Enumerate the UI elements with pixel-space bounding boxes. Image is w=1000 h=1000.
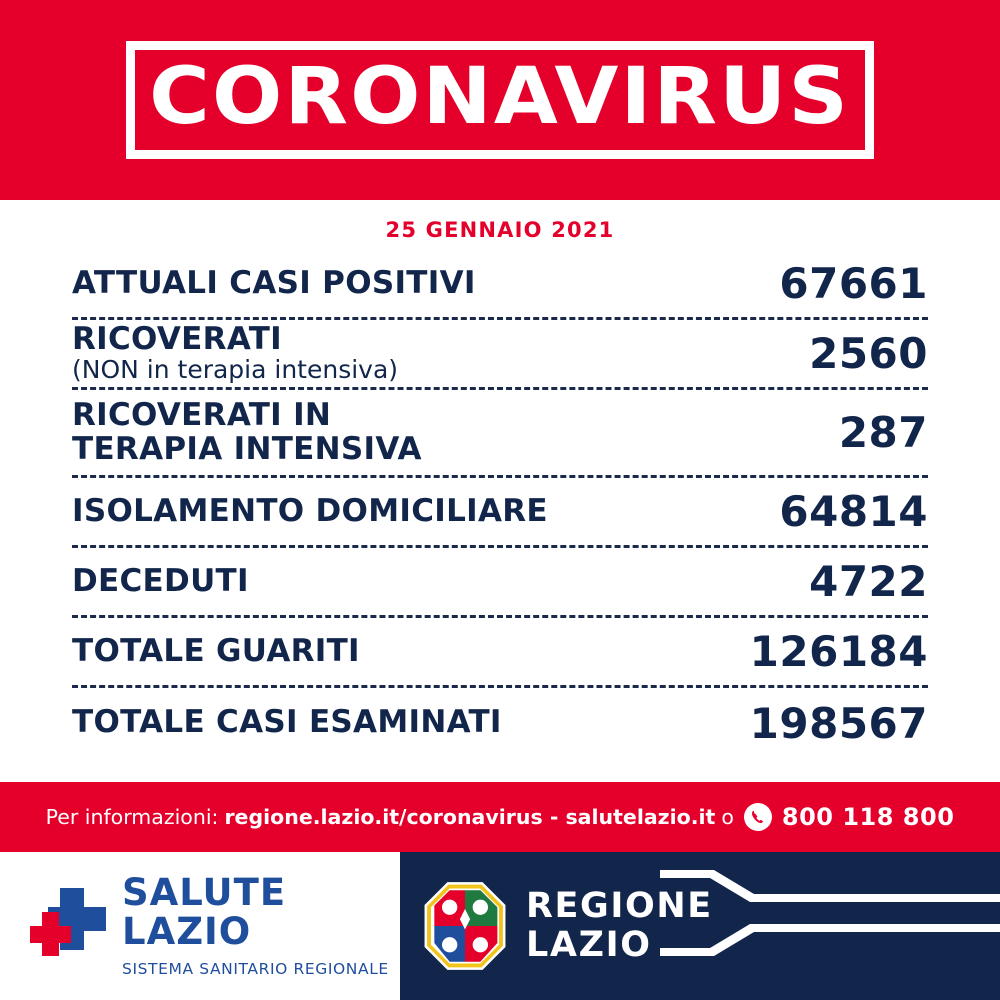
stat-value: 64814	[779, 487, 928, 536]
medical-cross-icon	[30, 888, 106, 964]
stat-label: RICOVERATI	[72, 321, 282, 358]
info-links[interactable]	[224, 805, 715, 829]
info-links-text: regione.lazio.it/coronavirus - salutelazio.it	[224, 805, 716, 829]
stat-label: TOTALE GUARITI	[72, 632, 360, 669]
table-row	[72, 320, 928, 390]
date-row	[0, 200, 1000, 250]
phone-icon	[744, 803, 772, 831]
title-frame	[126, 41, 873, 159]
regione-lazio-text	[526, 887, 713, 965]
table-row	[72, 250, 928, 320]
stat-label: ATTUALI CASI POSITIVI	[72, 264, 476, 301]
report-date: 25 GENNAIO 2021	[385, 218, 615, 242]
table-row	[72, 478, 928, 548]
regione-lazio-block	[400, 852, 1000, 1000]
stat-value: 287	[838, 408, 928, 457]
stat-label: ISOLAMENTO DOMICILIARE	[72, 492, 548, 529]
table-row	[72, 618, 928, 688]
table-row	[72, 688, 928, 758]
phone-number[interactable]: 800 118 800	[781, 803, 955, 831]
stat-value: 4722	[809, 557, 928, 606]
info-bar	[0, 782, 1000, 852]
stat-label-group	[72, 323, 398, 384]
stat-value: 67661	[779, 259, 928, 308]
stat-label: RICOVERATI IN TERAPIA INTENSIVA	[72, 397, 422, 467]
table-row	[72, 548, 928, 618]
salute-lazio-text	[122, 871, 400, 978]
page-title: CORONAVIRUS	[149, 52, 851, 142]
header-banner	[0, 0, 1000, 200]
table-row	[72, 390, 928, 478]
stat-label: TOTALE CASI ESAMINATI	[72, 704, 502, 741]
stat-sublabel: (NON in terapia intensiva)	[72, 355, 399, 385]
salute-lazio-title: SALUTE LAZIO	[122, 871, 287, 953]
stat-label: DECEDUTI	[72, 562, 249, 599]
regione-line-1: REGIONE	[526, 885, 713, 926]
footer	[0, 852, 1000, 1000]
stat-value: 198567	[749, 698, 928, 748]
info-prefix: Per informazioni:	[45, 805, 219, 829]
salute-lazio-block	[0, 852, 400, 1000]
stat-value: 126184	[749, 627, 928, 676]
salute-lazio-subtitle: SISTEMA SANITARIO REGIONALE	[122, 959, 389, 978]
info-conjunction: o	[721, 805, 734, 829]
lazio-coat-of-arms-icon	[422, 880, 508, 972]
regione-line-2: LAZIO	[526, 925, 652, 965]
stat-value: 2560	[809, 329, 928, 378]
stats-table	[0, 250, 1000, 758]
